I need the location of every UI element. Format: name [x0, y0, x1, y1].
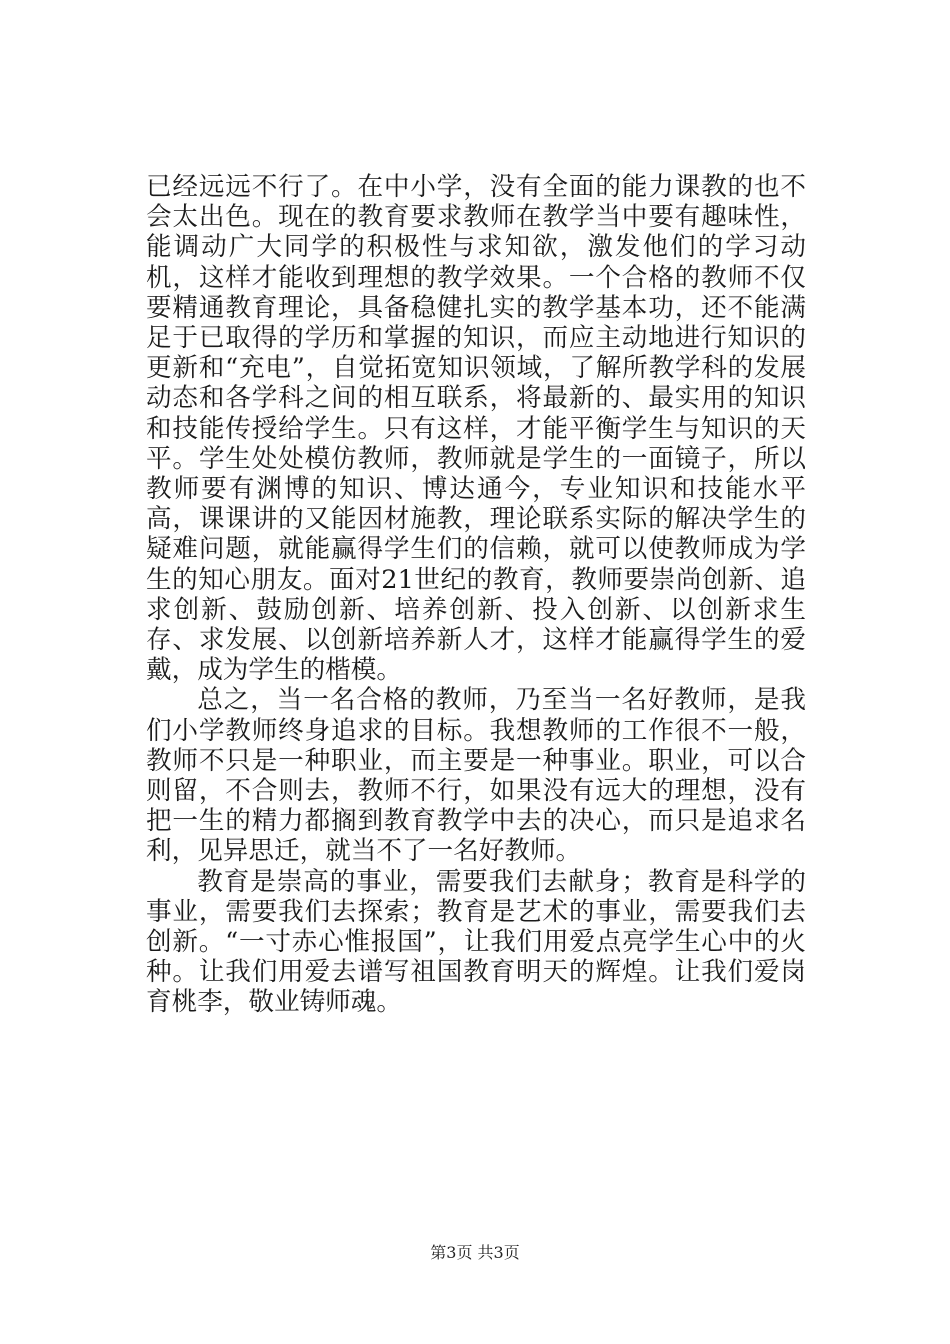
- paragraph-2: 总之，当一名合格的教师，乃至当一名好教师，是我们小学教师终身追求的目标。我想教师的工作很不一般，教师不只是一种职业，而主要是一种事业。职业，可以合则留，不合则去，教师不行，如果没有远大的理想，没有把一生的精力都搁到教育教学中去的决心，而只是追求名利，见异思迁，就当不了一名好教师。: [146, 685, 806, 867]
- document-body: [146, 172, 806, 1018]
- paragraph-3: 教育是崇高的事业，需要我们去献身；教育是科学的事业，需要我们去探索；教育是艺术的事业，需要我们去创新。“一寸赤心惟报国”，让我们用爱点亮学生心中的火种。让我们用爱去谱写祖国教育明天的辉煌。让我们爱岗育桃李，敬业铸师魂。: [146, 866, 806, 1018]
- paragraph-1: 已经远远不行了。在中小学，没有全面的能力课教的也不会太出色。现在的教育要求教师在教学当中要有趣味性，能调动广大同学的积极性与求知欲，激发他们的学习动机，这样才能收到理想的教学效果。一个合格的教师不仅要精通教育理论，具备稳健扎实的教学基本功，还不能满足于已取得的学历和掌握的知识，而应主动地进行知识的更新和“充电”，自觉拓宽知识领域，了解所教学科的发展动态和各学科之间的相互联系，将最新的、最实用的知识和技能传授给学生。只有这样，才能平衡学生与知识的天平。学生处处模仿教师，教师就是学生的一面镜子，所以教师要有渊博的知识、博达通今，专业知识和技能水平高，课课讲的又能因材施教，理论联系实际的解决学生的疑难问题，就能赢得学生们的信赖，就可以使教师成为学生的知心朋友。面对21世纪的教育，教师要崇尚创新、追求创新、鼓励创新、培养创新、投入创新、以创新求生存、求发展、以创新培养新人才，这样才能赢得学生的爱戴，成为学生的楷模。: [146, 172, 806, 686]
- page-footer: 第3页 共3页: [430, 1243, 520, 1262]
